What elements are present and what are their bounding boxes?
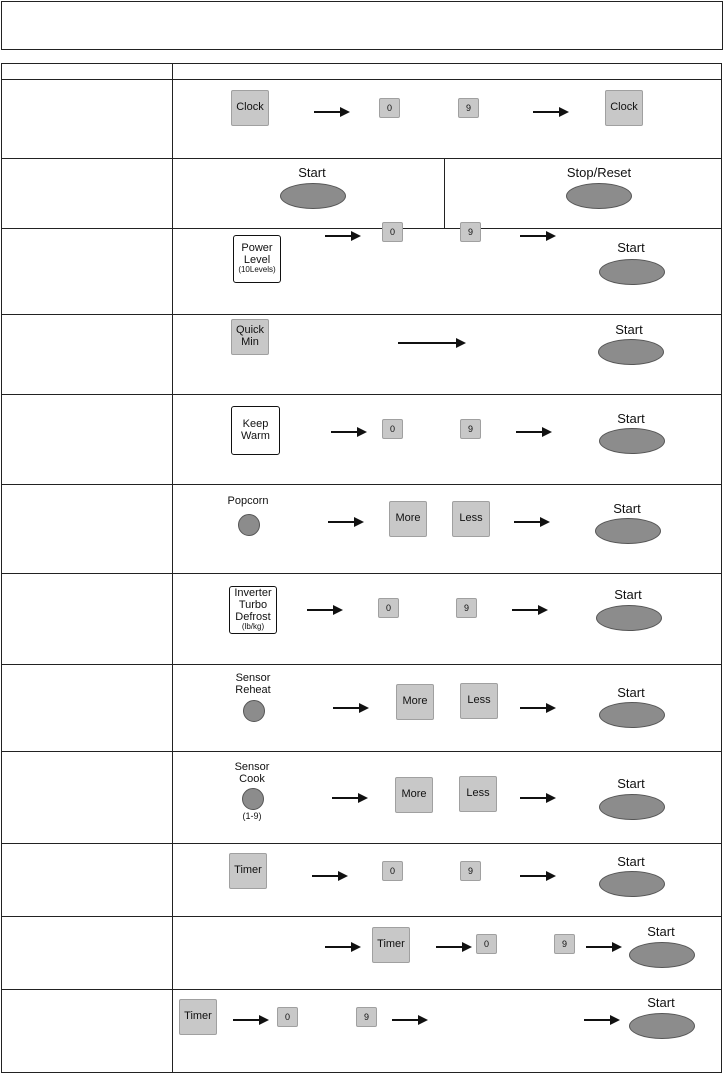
arrow-icon [332,792,368,804]
digit-label: 0 [389,866,395,876]
row-divider [2,394,721,395]
digit-label: 0 [483,939,489,949]
start-button[interactable] [599,428,665,454]
start-button[interactable] [629,1013,695,1039]
arrow-icon [520,792,556,804]
digit-0-button[interactable] [382,222,403,242]
arrow-icon [312,870,348,882]
arrow-icon [520,870,556,882]
more-button[interactable] [389,501,427,537]
label: More [395,512,421,525]
row-divider [2,916,721,917]
start-label: Start [617,685,645,700]
title-box [1,1,723,50]
arrow-icon [516,426,552,438]
arrow-icon [520,702,556,714]
label: Less [467,694,491,707]
digit-label: 0 [385,603,391,613]
row-divider [2,314,721,315]
sensor-reheat-label-1: Sensor [235,672,271,684]
sensor-cook-label-1: Sensor [234,761,270,773]
row-divider [2,843,721,844]
start-label: Start [647,924,675,939]
label: Min [241,336,259,348]
arrow-icon [314,106,350,118]
digit-9-button[interactable] [460,419,481,439]
digit-0-button[interactable] [378,598,399,618]
digit-label: 9 [463,603,469,613]
digit-label: 0 [284,1012,290,1022]
digit-label: 0 [389,424,395,434]
start-button[interactable] [596,605,662,631]
less-button[interactable] [460,683,498,719]
row-divider [2,751,721,752]
arrow-icon [233,1014,269,1026]
sensor-cook-button[interactable] [242,788,264,810]
row-divider [2,158,721,159]
less-button[interactable] [459,776,497,812]
label: Timer [234,864,262,877]
arrow-icon [333,702,369,714]
keep-warm-button[interactable] [231,406,280,455]
arrow-icon [325,941,361,953]
start-label: Start [614,587,642,602]
row-divider [2,228,721,229]
start-button[interactable] [595,518,661,544]
row-divider [2,989,721,990]
more-button[interactable] [395,777,433,813]
arrow-icon [586,941,622,953]
label: Timer [184,1010,212,1023]
label: Level [243,253,271,266]
popcorn-label: Popcorn [227,495,269,507]
start-button[interactable] [629,942,695,968]
digit-label: 9 [465,103,471,113]
start-label: Start [298,165,326,180]
row-divider [2,484,721,485]
digit-0-button[interactable] [277,1007,298,1027]
more-button[interactable] [396,684,434,720]
digit-label: 9 [467,424,473,434]
timer-button[interactable] [372,927,410,963]
digit-label: 9 [467,866,473,876]
label: Turbo [238,599,268,612]
row-divider [2,573,721,574]
label: Less [459,512,483,525]
digit-9-button[interactable] [458,98,479,118]
arrow-icon [328,516,364,528]
label: Quick [235,324,265,337]
clock-label: Clock [610,101,638,114]
digit-9-button[interactable] [460,222,481,242]
arrow-icon [398,337,466,349]
start-label: Start [615,322,643,337]
arrow-icon [533,106,569,118]
label: Power [241,242,273,255]
header-divider [2,79,721,80]
row-divider [2,664,721,665]
digit-label: 0 [389,227,395,237]
label: (10Levels) [238,265,276,275]
start-stop-divider [444,158,445,228]
digit-9-button[interactable] [554,934,575,954]
label: Inverter [234,587,272,600]
label: Keep [242,417,269,430]
arrow-icon [514,516,550,528]
label: Timer [377,938,405,951]
start-button[interactable] [599,259,665,285]
popcorn-button[interactable] [238,514,260,536]
arrow-icon [584,1014,620,1026]
start-button[interactable] [599,794,665,820]
label: More [402,695,428,708]
digit-label: 0 [386,103,392,113]
start-button[interactable] [599,702,665,728]
column-divider [172,64,173,1072]
label: Less [466,787,490,800]
timer-button[interactable] [179,999,217,1035]
control-table [1,63,722,1073]
clock-label: Clock [236,101,264,114]
digit-0-button[interactable] [476,934,497,954]
inverter-turbo-defrost-button[interactable] [229,586,277,634]
arrow-icon [307,604,343,616]
label: More [401,788,427,801]
digit-0-button[interactable] [379,98,400,118]
label: (lb/kg) [241,622,265,632]
start-button[interactable] [280,183,346,209]
digit-label: 9 [363,1012,369,1022]
digit-0-button[interactable] [382,861,403,881]
digit-label: 9 [467,227,473,237]
less-button[interactable] [452,501,490,537]
start-button[interactable] [598,339,664,365]
start-label: Start [613,501,641,516]
arrow-icon [436,941,472,953]
digit-label: 9 [561,939,567,949]
start-label: Start [617,776,645,791]
quick-min-button[interactable] [231,319,269,355]
label: Defrost [235,610,271,623]
arrow-icon [325,230,361,242]
stop-reset-label: Stop/Reset [566,165,632,180]
sensor-cook-label-2: Cook [239,773,265,785]
digit-9-button[interactable] [460,861,481,881]
label: Warm [241,429,270,442]
arrow-icon [331,426,367,438]
clock-button[interactable] [605,90,643,126]
clock-button[interactable] [231,90,269,126]
start-button[interactable] [599,871,665,897]
digit-9-button[interactable] [356,1007,377,1027]
power-level-button[interactable] [233,235,281,283]
digit-0-button[interactable] [382,419,403,439]
start-label: Start [617,411,645,426]
timer-button[interactable] [229,853,267,889]
digit-9-button[interactable] [456,598,477,618]
sensor-reheat-button[interactable] [243,700,265,722]
arrow-icon [512,604,548,616]
stop-reset-button[interactable] [566,183,632,209]
sensor-reheat-label-2: Reheat [235,684,271,696]
start-label: Start [647,995,675,1010]
arrow-icon [392,1014,428,1026]
start-label: Start [617,240,645,255]
arrow-icon [520,230,556,242]
sensor-cook-range: (1-9) [242,811,262,821]
start-label: Start [617,854,645,869]
